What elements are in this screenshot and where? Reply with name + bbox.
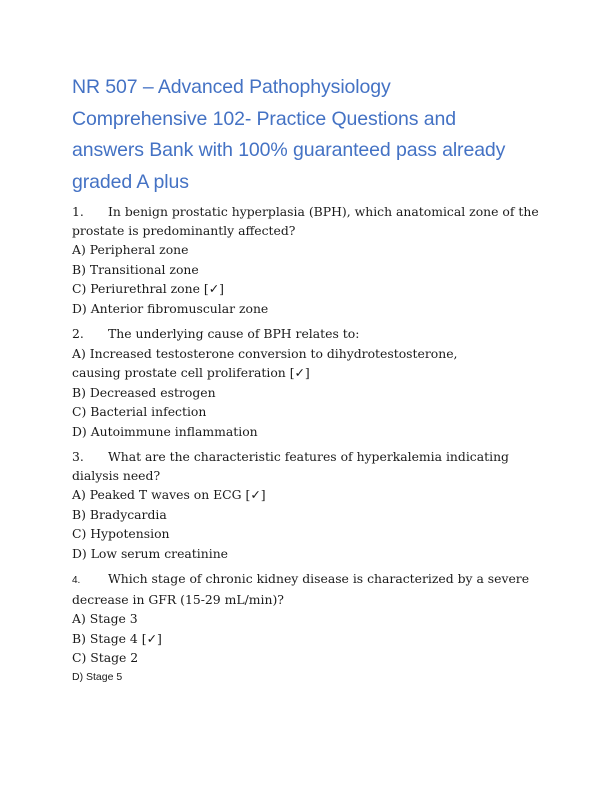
answer-option: D) Low serum creatinine: [72, 545, 229, 561]
question-text: What are the characteristic features of hyperkalemia indicating dialysis need?: [72, 449, 509, 483]
answer-option: C) Hypotension: [72, 526, 170, 541]
question-2: [72, 325, 542, 441]
question-4: [72, 570, 542, 686]
question-text: The underlying cause of BPH relates to:: [108, 326, 360, 341]
question-text: In benign prostatic hyperplasia (BPH), which anatomical zone of the prostate is predominantly affected?: [72, 204, 539, 238]
question-3: [72, 448, 542, 563]
title-line: graded A plus: [72, 170, 189, 193]
answer-option-continuation: causing prostate cell proliferation [✓]: [72, 365, 310, 380]
answer-option-correct: B) Stage 4 [✓]: [72, 630, 162, 646]
question-stem: [72, 203, 542, 240]
question-1: [72, 203, 542, 318]
question-stem: [72, 570, 542, 609]
answer-option: C) Stage 2: [72, 650, 139, 665]
answer-option: A) Peripheral zone: [72, 242, 189, 257]
question-number: 4.: [72, 575, 81, 586]
answer-option: C) Bacterial infection: [72, 404, 207, 419]
answer-option: B) Decreased estrogen: [72, 384, 216, 400]
question-number: 2.: [72, 326, 84, 341]
title-line: NR 507 – Advanced Pathophysiology: [72, 76, 391, 98]
question-stem: [72, 325, 542, 344]
question-number: 3.: [72, 449, 84, 464]
document-title: [72, 72, 542, 198]
question-stem: [72, 448, 542, 485]
answer-option-correct: A) Peaked T waves on ECG [✓]: [72, 487, 266, 502]
answer-option-correct: C) Periurethral zone [✓]: [72, 281, 224, 296]
answer-option: D) Anterior fibromuscular zone: [72, 300, 269, 316]
question-list: [72, 203, 542, 693]
title-line: Comprehensive 102- Practice Questions and: [72, 107, 456, 130]
question-text: Which stage of chronic kidney disease is characterized by a severe decrease in GFR (15-29 mL/min)?: [72, 571, 530, 607]
answer-option: B) Bradycardia: [72, 506, 167, 522]
answer-option-correct: A) Increased testosterone conversion to dihydrotestosterone,: [72, 345, 458, 361]
answer-option: A) Stage 3: [72, 611, 138, 626]
answer-option: D) Autoimmune inflammation: [72, 423, 258, 439]
answer-option: D) Stage 5: [72, 670, 123, 683]
question-number: 1.: [72, 204, 84, 219]
answer-option: B) Transitional zone: [72, 261, 199, 277]
title-line: answers Bank with 100% guaranteed pass already: [72, 139, 506, 161]
